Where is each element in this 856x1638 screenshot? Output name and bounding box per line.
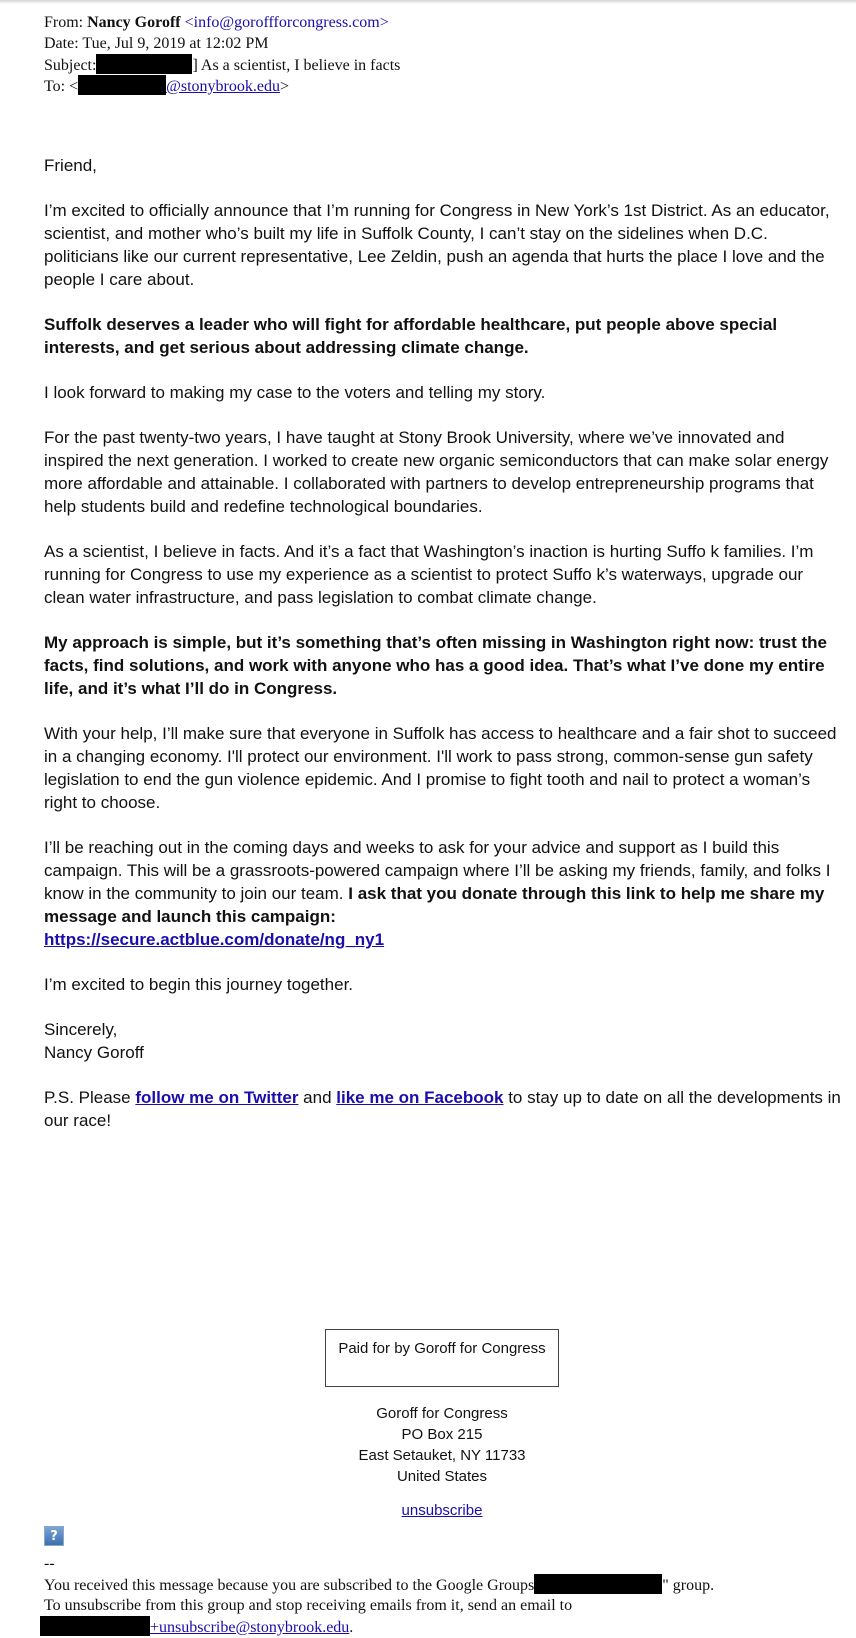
window-top-edge bbox=[0, 0, 856, 4]
paragraph-approach: My approach is simple, but it’s something that’s often missing in Washington right now: trust the facts, find solutions, and work with anyone who has a good idea. That’s what I’ve done my entire life, and it’s what I’ll do in Congress. bbox=[44, 633, 827, 698]
signature: Nancy Goroff bbox=[44, 1043, 144, 1062]
question-icon: ? bbox=[44, 1526, 64, 1546]
date-label: Date: bbox=[44, 35, 79, 52]
subject-value: ] As a scientist, I believe in facts bbox=[192, 57, 401, 74]
to-row: To: < @stonybrook.edu> bbox=[44, 75, 824, 96]
twitter-link[interactable]: follow me on Twitter bbox=[135, 1088, 299, 1107]
to-email[interactable]: @stonybrook.edu bbox=[166, 78, 280, 95]
facebook-link[interactable]: like me on Facebook bbox=[336, 1088, 504, 1107]
redaction-block bbox=[96, 54, 192, 74]
date-value: Tue, Jul 9, 2019 at 12:02 PM bbox=[82, 35, 269, 52]
paragraph-stony-brook: For the past twenty-two years, I have taught at Stony Brook University, where we’ve innovated and inspired the next generation. I worked to create new organic semiconductors that can make solar energy more affordable and attainable. I collaborated with partners to develop entrepreneurship programs that help students build and redefine technological boundaries. bbox=[44, 428, 829, 516]
donate-ask: I ask that you donate through this link to help me share my message and launch this campaign: bbox=[44, 884, 825, 926]
address-country: United States bbox=[396, 1468, 488, 1485]
date-row bbox=[44, 33, 824, 54]
email-header bbox=[44, 12, 824, 96]
redaction-block bbox=[78, 75, 166, 95]
email-body bbox=[44, 154, 844, 1154]
paragraph-donate bbox=[44, 836, 844, 951]
to-label: To: bbox=[44, 78, 66, 95]
from-name: Nancy Goroff bbox=[87, 14, 181, 31]
from-label: From: bbox=[44, 14, 84, 31]
greeting: Friend, bbox=[44, 156, 97, 175]
from-email-open: < bbox=[184, 14, 194, 31]
redaction-block bbox=[40, 1616, 150, 1636]
signoff: Sincerely, bbox=[44, 1020, 118, 1039]
mailing-address bbox=[325, 1403, 559, 1487]
groups-line-1: You received this message because you are subscribed to the Google Groups " group. bbox=[44, 1574, 844, 1595]
subject-row bbox=[44, 54, 824, 75]
dashes: -- bbox=[44, 1555, 55, 1572]
google-groups-notice bbox=[44, 1553, 844, 1637]
from-row: From: Nancy Goroff <info@goroffforcongress.com> bbox=[44, 14, 389, 31]
groups-line-2: To unsubscribe from this group and stop receiving emails from it, send an email to bbox=[44, 1597, 573, 1614]
signoff-block bbox=[44, 1018, 844, 1064]
donate-text: I’ll be reaching out in the coming days and weeks to ask for your advice and support as I build this campaign. This will be a grassroots-powered campaign where I’ll be asking my friends, family, and folks I know in the community to join our team. bbox=[44, 838, 831, 903]
paragraph-suffolk-deserves: Suffolk deserves a leader who will fight for affordable healthcare, put people above special interests, and get serious about addressing climate change. bbox=[44, 315, 778, 357]
redaction-block bbox=[534, 1574, 662, 1594]
address-po-box: PO Box 215 bbox=[401, 1426, 483, 1443]
from-email[interactable]: info@goroffforcongress.com bbox=[193, 14, 380, 31]
unsubscribe-link[interactable]: unsubscribe bbox=[401, 1502, 483, 1519]
donate-link[interactable]: https://secure.actblue.com/donate/ng_ny1 bbox=[44, 930, 385, 949]
paid-for-text: Paid for by Goroff for Congress bbox=[338, 1340, 546, 1357]
address-city: East Setauket, NY 11733 bbox=[358, 1447, 526, 1464]
paid-for-box bbox=[325, 1329, 559, 1387]
paragraph-announce: I’m excited to officially announce that I’m running for Congress in New York’s 1st District. As an educator, scientist, and mother who’s built my life in Suffolk County, I can’t stay on the sidelines when D.C. politicians like our current representative, Lee Zeldin, push an agenda that hurts the place I love and the people I care about. bbox=[44, 201, 830, 289]
postscript: P.S. Please follow me on Twitter and like me on Facebook to stay up to date on all the developments in our race! bbox=[44, 1088, 841, 1130]
paragraph-with-your-help: With your help, I’ll make sure that everyone in Suffolk has access to healthcare and a fair shot to succeed in a changing economy. I'll protect our environment. I'll work to pass strong, common-sense gun safety legislation to end the gun violence epidemic. And I promise to fight tooth and nail to protect a woman’s right to choose. bbox=[44, 724, 837, 812]
unsubscribe-row bbox=[325, 1502, 559, 1519]
paragraph-facts: As a scientist, I believe in facts. And it’s a fact that Washington’s inaction is hurting Suffo k families. I’m running for Congress to use my experience as a scientist to protect Suffo k’s waterways, upgrade our clean water infrastructure, and pass legislation to combat climate change. bbox=[44, 542, 814, 607]
paragraph-journey: I’m excited to begin this journey together. bbox=[44, 975, 354, 994]
groups-line-3: +unsubscribe@stonybrook.edu. bbox=[44, 1616, 844, 1637]
group-unsubscribe-email[interactable]: +unsubscribe@stonybrook.edu bbox=[150, 1619, 350, 1636]
subject-label: Subject: bbox=[44, 57, 97, 74]
paragraph-make-case: I look forward to making my case to the voters and telling my story. bbox=[44, 383, 546, 402]
address-org: Goroff for Congress bbox=[376, 1405, 508, 1422]
